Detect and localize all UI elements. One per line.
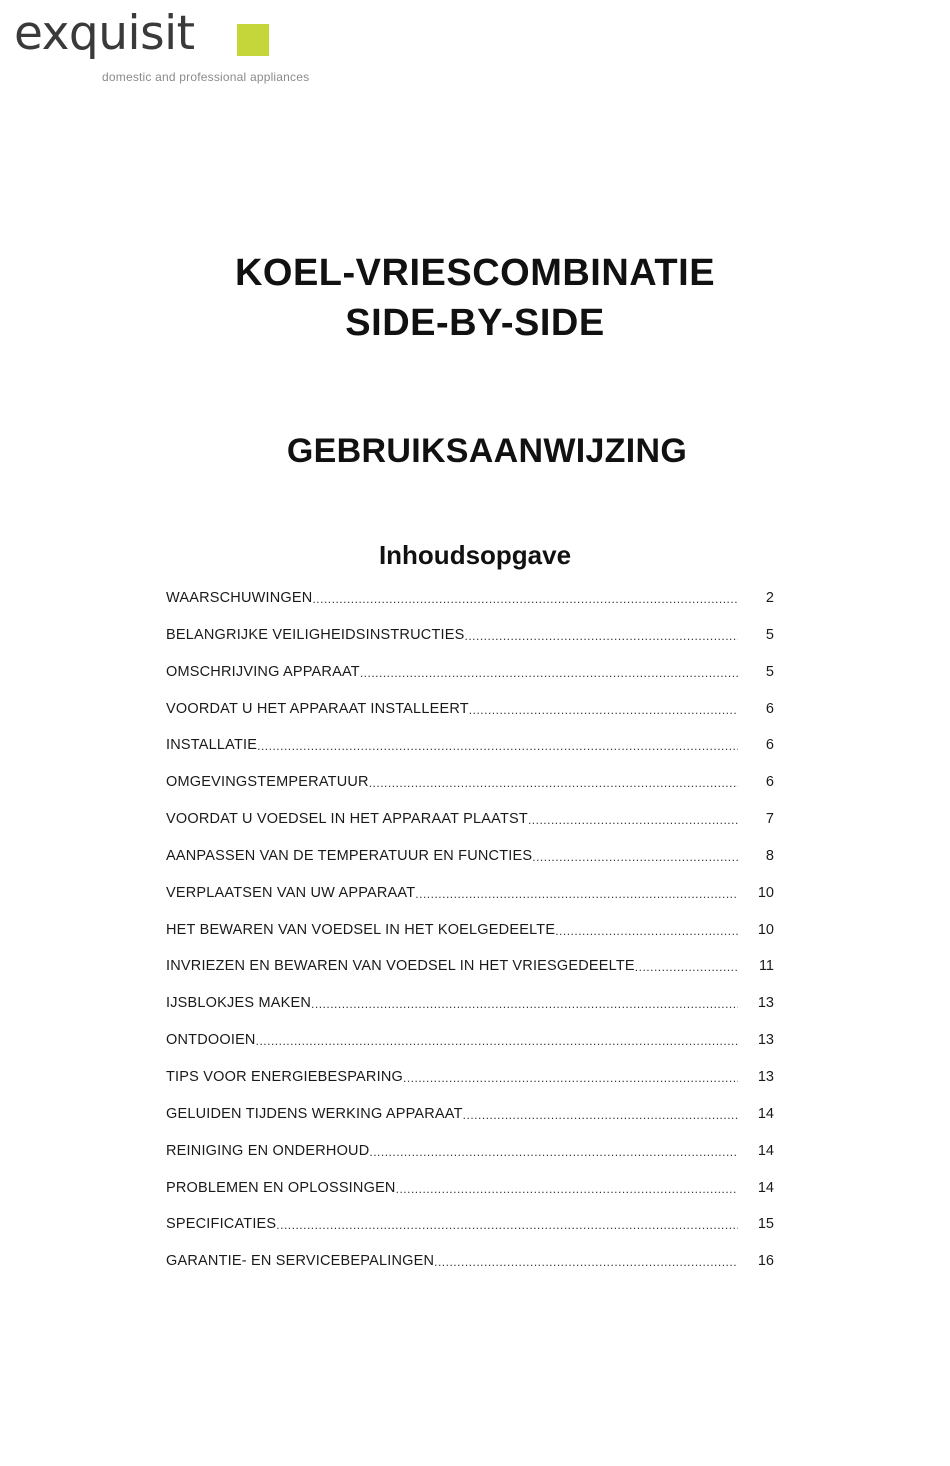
toc-dot-leader: [257, 737, 738, 756]
toc-entry-page: 6: [765, 737, 774, 754]
toc-entry-leader: [166, 701, 738, 720]
toc-entry-leader: [166, 1069, 738, 1088]
toc-entry-label: VOORDAT U VOEDSEL IN HET APPARAAT PLAATST: [166, 811, 528, 828]
toc-entry-leader: [166, 1032, 738, 1051]
toc-entry-label: BELANGRIJKE VEILIGHEIDSINSTRUCTIES: [166, 626, 465, 643]
toc-entry-leader: [166, 958, 738, 977]
toc-entry[interactable]: [166, 737, 774, 774]
logo-wordmark: exquisit: [14, 6, 195, 61]
toc-entry-leader: [166, 922, 738, 941]
toc-entry-label: OMSCHRIJVING APPARAAT: [166, 663, 360, 680]
toc-entry-label: VOORDAT U HET APPARAAT INSTALLEERT: [166, 700, 469, 717]
toc-dot-leader: [311, 995, 738, 1014]
toc-entry-page: 14: [757, 1179, 774, 1196]
toc-entry-label: OMGEVINGSTEMPERATUUR: [166, 774, 369, 791]
toc-entry-leader: [166, 1253, 738, 1272]
toc-entry-label: WAARSCHUWINGEN: [166, 590, 313, 606]
toc-entry-page: 13: [757, 1032, 774, 1049]
toc-entry-page: 14: [757, 1142, 774, 1159]
toc-entry[interactable]: [166, 1180, 774, 1217]
toc-entry[interactable]: [166, 701, 774, 738]
toc-entry[interactable]: [166, 664, 774, 701]
toc-entry[interactable]: [166, 1069, 774, 1106]
toc-entry[interactable]: [166, 1106, 774, 1143]
toc-entry[interactable]: [166, 1143, 774, 1180]
toc-entry-leader: [166, 995, 738, 1014]
toc-entry-page: 14: [757, 1105, 774, 1122]
toc-dot-leader: [463, 1106, 738, 1125]
toc-dot-leader: [369, 1143, 738, 1162]
toc-entry[interactable]: [166, 848, 774, 885]
toc-entry-leader: [166, 774, 738, 793]
document-subtitle: GEBRUIKSAANWIJZING: [286, 432, 688, 470]
toc-entry-page: 6: [765, 700, 774, 717]
toc-entry[interactable]: [166, 774, 774, 811]
table-of-contents: [166, 590, 774, 1290]
toc-entry-leader: [166, 1216, 738, 1235]
toc-entry-label: INSTALLATIE: [166, 737, 258, 754]
toc-entry-leader: [166, 627, 738, 646]
document-title-line2: SIDE-BY-SIDE: [345, 302, 605, 344]
toc-entry-leader: [166, 737, 738, 756]
toc-entry-page: 13: [757, 995, 774, 1012]
toc-entry[interactable]: [166, 1032, 774, 1069]
brand-logo: [14, 8, 394, 88]
logo-tagline: domestic and professional appliances: [102, 70, 310, 84]
toc-entry-page: 13: [757, 1068, 774, 1085]
toc-entry[interactable]: [166, 995, 774, 1032]
logo-square-icon: [237, 24, 269, 56]
toc-entry-label: AANPASSEN VAN DE TEMPERATUUR EN FUNCTIES: [166, 847, 533, 864]
toc-entry[interactable]: [166, 922, 774, 959]
toc-entry-leader: [166, 885, 738, 904]
toc-entry[interactable]: [166, 590, 774, 627]
toc-entry-page: 15: [757, 1216, 774, 1233]
toc-dot-leader: [469, 701, 738, 720]
toc-dot-leader: [532, 848, 738, 867]
toc-entry-page: 5: [765, 626, 774, 643]
toc-entry[interactable]: [166, 885, 774, 922]
toc-entry-page: 6: [765, 774, 774, 791]
toc-dot-leader: [369, 774, 738, 793]
toc-entry-label: HET BEWAREN VAN VOEDSEL IN HET KOELGEDEELTE: [166, 921, 556, 938]
toc-entry-label: GELUIDEN TIJDENS WERKING APPARAAT: [166, 1105, 463, 1122]
toc-entry-page: 10: [757, 921, 774, 938]
toc-entry-page: 10: [757, 884, 774, 901]
toc-entry-leader: [166, 590, 738, 609]
toc-dot-leader: [528, 811, 738, 830]
toc-dot-leader: [635, 958, 738, 977]
toc-dot-leader: [360, 664, 738, 683]
toc-entry-leader: [166, 848, 738, 867]
toc-dot-leader: [256, 1032, 738, 1051]
toc-entry-page: 5: [765, 663, 774, 680]
toc-dot-leader: [403, 1069, 738, 1088]
toc-entry-label: PROBLEMEN EN OPLOSSINGEN: [166, 1179, 396, 1196]
toc-heading: Inhoudsopgave: [378, 540, 572, 570]
toc-entry-label: TIPS VOOR ENERGIEBESPARING: [166, 1068, 403, 1085]
toc-entry-leader: [166, 811, 738, 830]
toc-entry-leader: [166, 664, 738, 683]
toc-entry-label: ONTDOOIEN: [166, 1032, 256, 1049]
toc-entry-page: 11: [758, 958, 774, 975]
toc-entry-page: 8: [765, 847, 774, 864]
toc-entry-label: INVRIEZEN EN BEWAREN VAN VOEDSEL IN HET VRIESGEDEELTE: [166, 958, 635, 975]
toc-entry-label: REINIGING EN ONDERHOUD: [166, 1142, 370, 1159]
toc-entry-leader: [166, 1106, 738, 1125]
toc-entry-label: VERPLAATSEN VAN UW APPARAAT: [166, 884, 416, 901]
toc-entry-leader: [166, 1143, 738, 1162]
toc-entry-leader: [166, 1180, 738, 1199]
document-title-line1: KOEL-VRIESCOMBINATIE: [234, 252, 716, 294]
toc-entry-page: 7: [765, 811, 774, 828]
toc-entry[interactable]: [166, 627, 774, 664]
toc-entry[interactable]: [166, 1253, 774, 1290]
toc-dot-leader: [396, 1180, 738, 1199]
toc-dot-leader: [464, 627, 738, 646]
toc-dot-leader: [415, 885, 738, 904]
toc-entry[interactable]: [166, 811, 774, 848]
toc-entry[interactable]: [166, 958, 774, 995]
toc-dot-leader: [555, 922, 738, 941]
toc-dot-leader: [312, 590, 738, 609]
toc-entry[interactable]: [166, 1216, 774, 1253]
toc-entry-page: 2: [765, 590, 774, 606]
toc-entry-label: GARANTIE- EN SERVICEBEPALINGEN: [166, 1253, 435, 1270]
toc-entry-label: IJSBLOKJES MAKEN: [166, 995, 312, 1012]
toc-dot-leader: [276, 1216, 738, 1235]
toc-entry-page: 16: [757, 1253, 774, 1270]
toc-entry-label: SPECIFICATIES: [166, 1216, 277, 1233]
toc-dot-leader: [434, 1253, 738, 1272]
